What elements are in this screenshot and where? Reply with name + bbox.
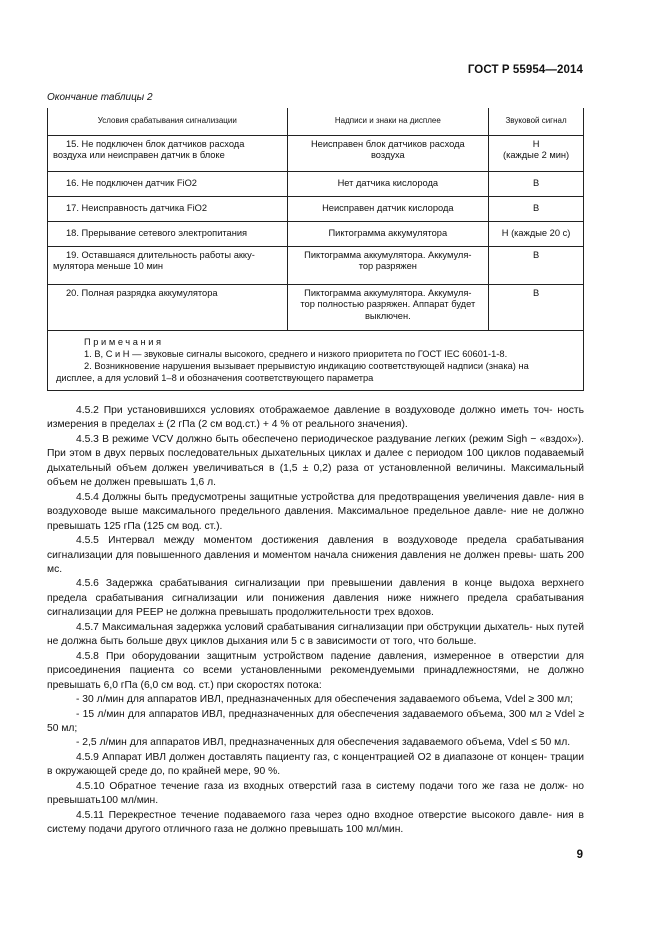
display-cell: Пиктограмма аккумулятора: [287, 221, 489, 246]
condition-cell: 17. Неисправность датчика FiO2: [48, 196, 288, 221]
table-row: [48, 196, 584, 221]
table-row: [48, 246, 584, 284]
table-row: [48, 171, 584, 196]
condition-cell: 16. Не подключен датчик FiO2: [48, 171, 288, 196]
paragraph: 4.5.3 В режиме VCV должно быть обеспечено периодическое раздувание легких (режим Sigh − «вздох»). При этом в двух первых последовательных дыхательных циклах и далее с периодом 100 циклов подаваемый дыхательный объем должен увеличиваться в (1,5 ± 0,2) раза от установленной величины. Максимальный объем не должен превышать 1,6 л.: [47, 433, 584, 489]
sound-cell: В: [489, 284, 584, 330]
display-cell: Пиктограмма аккумулятора. Аккумуля- тор разряжен: [287, 246, 489, 284]
list-item: - 30 л/мин для аппаратов ИВЛ, предназначенных для обеспечения задаваемого объема, Vdel ≥ 300 мл;: [76, 694, 573, 706]
display-cell: Пиктограмма аккумулятора. Аккумуля- тор полностью разряжен. Аппарат будет выключен.: [287, 284, 489, 330]
sound-cell: В: [489, 246, 584, 284]
paragraph: 4.5.6 Задержка срабатывания сигнализации при превышении давления в конце выдоха верхнего предела срабатывания сигнализации или понижения давления ниже нижнего предела срабатывания сигнализации для PEEP не должна превышать продолжительности трех вдохов.: [47, 578, 584, 619]
table-row: [48, 221, 584, 246]
sound-cell: Н (каждые 2 мин): [489, 135, 584, 171]
sound-cell: В: [489, 171, 584, 196]
column-header-display: Надписи и знаки на дисплее: [287, 108, 489, 135]
table-notes: [48, 330, 584, 390]
paragraph: 4.5.4 Должны быть предусмотрены защитные устройства для предотвращения увеличения давле- ния в воздуховоде выше максимального предельного давления. Максимальное предельное давле- ние не должно превышать 125 гПа (125 см вод. ст.).: [47, 491, 584, 532]
alarm-conditions-table: [47, 108, 584, 391]
page-number: 9: [576, 849, 583, 861]
paragraph: 4.5.10 Обратное течение газа из входных отверстий газа в систему подачи того же газа не долж- но превышать100 мл/мин.: [47, 780, 584, 807]
paragraph: 4.5.8 При оборудовании защитным устройством падение давления, измеренное в отверстии для присоединения пациента со всеми установленными рекомендуемыми принадлежностями, не должно превышать 6,0 гПа (6,0 см вод. ст.) при скоростях потока:: [47, 650, 584, 691]
table-row: [48, 284, 584, 330]
document-standard-id: ГОСТ Р 55954—2014: [467, 64, 583, 76]
paragraph: 4.5.7 Максимальная задержка условий срабатывания сигнализации при обструкции дыхатель- ных путей не должна быть больше двух циклов дыхания или 5 с в зависимости от того, что больше.: [47, 621, 584, 648]
notes-title: Примечания: [84, 336, 164, 347]
table-row: [48, 135, 584, 171]
column-header-sound: Звуковой сигнал: [489, 108, 584, 135]
sound-cell: Н (каждые 20 с): [489, 221, 584, 246]
condition-cell: 15. Не подключен блок датчиков расхода воздуха или неисправен датчик в блоке: [48, 135, 288, 171]
note-item: 1. В, С и Н — звуковые сигналы высокого, среднего и низкого приоритета по ГОСТ IEC 60601-1-8.: [84, 348, 508, 359]
table-caption: Окончание таблицы 2: [47, 92, 153, 103]
table-notes-row: [48, 330, 584, 390]
display-cell: Нет датчика кислорода: [287, 171, 489, 196]
body-text: [47, 404, 584, 838]
paragraph: 4.5.9 Аппарат ИВЛ должен доставлять пациенту газ, с концентрацией O2 в диапазоне от концен- трации в окружающей среде до, по крайней мере, 90 %.: [47, 751, 584, 778]
list-item: - 2,5 л/мин для аппаратов ИВЛ, предназначенных для обеспечения задаваемого объема, Vdel ≤ 50 мл.: [76, 737, 571, 749]
paragraph: 4.5.5 Интервал между моментом достижения давления в воздуховоде предела срабатывания сигнализации для повышенного давления и моментом начала снижения давления не должен превы- шать 200 мс.: [47, 535, 584, 575]
paragraph: 4.5.11 Перекрестное течение подаваемого газа через одно входное отверстие высокого давле- ния в систему подачи другого отличного газа не должно превышать 100 мл/мин.: [47, 809, 584, 836]
display-cell: Неисправен датчик кислорода: [287, 196, 489, 221]
note-item-continuation: дисплее, а для условий 1–8 и обозначения соответствующего параметра: [56, 372, 374, 383]
condition-cell: 19. Оставшаяся длительность работы акку- мулятора меньше 10 мин: [48, 246, 288, 284]
condition-cell: 18. Прерывание сетевого электропитания: [48, 221, 288, 246]
table-header-row: [48, 108, 584, 135]
sound-cell: В: [489, 196, 584, 221]
condition-cell: 20. Полная разрядка аккумулятора: [48, 284, 288, 330]
paragraph: 4.5.2 При установившихся условиях отображаемое давление в воздуховоде должно иметь точ- ность измерения в пределах ± (2 гПа (2 см вод.ст.) + 4 % от реального значения).: [47, 405, 584, 431]
display-cell: Неисправен блок датчиков расхода воздуха: [287, 135, 489, 171]
note-item: 2. Возникновение нарушения вызывает прерывистую индикацию соответствующей надписи (знака) на: [84, 360, 529, 371]
list-item: - 15 л/мин для аппаратов ИВЛ, предназначенных для обеспечения задаваемого объема, 300 мл ≥ Vdel ≥ 50 мл;: [47, 708, 584, 734]
column-header-conditions: Условия срабатывания сигнализации: [48, 108, 288, 135]
